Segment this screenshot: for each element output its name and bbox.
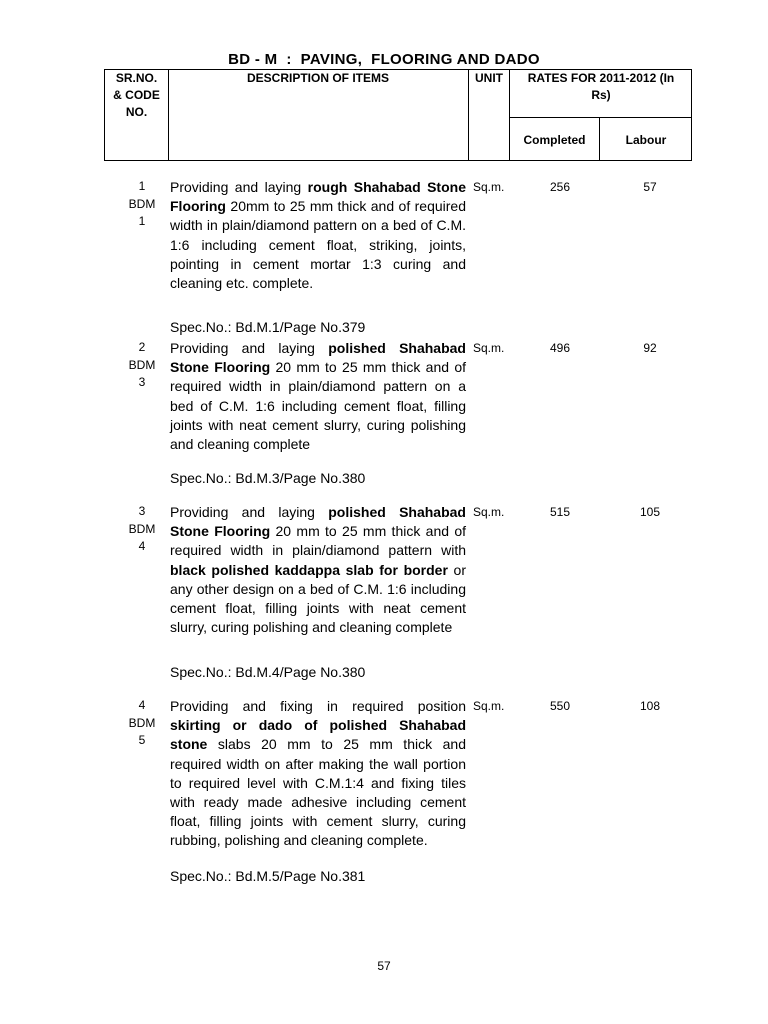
rate-labour: 105 (639, 505, 661, 519)
header-sr-code (105, 70, 168, 121)
item-unit: Sq.m. (473, 699, 505, 713)
rate-completed: 496 (549, 341, 571, 355)
description-bold-text: black polished kaddappa slab for border (170, 561, 448, 578)
item-code (104, 178, 180, 231)
description-bold-text: skirting or dado of polished Shahabad stone (170, 717, 466, 753)
table-header (104, 69, 692, 161)
item-code (104, 339, 180, 392)
item-number: 2 (138, 340, 146, 354)
header-rates-line: Rs) (591, 88, 611, 102)
description-text: Providing and fixing in required position (170, 698, 466, 714)
item-code-prefix: BDM (128, 715, 156, 730)
description-bold-text: polished Shahabad Stone Flooring (170, 340, 466, 376)
header-sr-line: NO. (125, 105, 148, 119)
rate-labour: 92 (643, 341, 657, 355)
header-completed: Completed (523, 133, 586, 147)
page-number: 57 (377, 959, 391, 973)
description-text: 20 mm to 25 mm thick and of required width in plain/diamond pattern with (170, 523, 467, 559)
description-text: or any other design on a bed of C.M. 1:6 including cement float, filling joints with neat cement slurry, curing polishing and cleaning complete (170, 561, 467, 636)
item-description (170, 339, 466, 454)
item-spec: Spec.No.: Bd.M.5/Page No.381 (170, 868, 366, 884)
page-title: BD - M : PAVING, FLOORING AND DADO (228, 51, 540, 68)
item-code-prefix: BDM (128, 521, 156, 536)
rate-labour: 108 (639, 699, 661, 713)
description-bold-text: rough Shahabad Stone Flooring (170, 179, 466, 215)
item-code-number: 4 (138, 539, 146, 553)
item-spec: Spec.No.: Bd.M.1/Page No.379 (170, 319, 366, 335)
item-spec: Spec.No.: Bd.M.3/Page No.380 (170, 470, 366, 486)
item-code (104, 503, 180, 556)
header-description: DESCRIPTION OF ITEMS (246, 71, 389, 85)
row-divider (509, 117, 691, 118)
rate-completed: 256 (549, 180, 571, 194)
item-number: 1 (138, 179, 146, 193)
item-unit: Sq.m. (473, 180, 505, 194)
header-labour: Labour (625, 133, 667, 147)
item-description (170, 697, 466, 851)
description-bold-text: polished Shahabad Stone Flooring (170, 504, 466, 540)
description-text: Providing and laying (170, 179, 308, 195)
item-description (170, 503, 466, 637)
item-code-number: 5 (138, 733, 146, 747)
header-rates (510, 70, 692, 104)
item-code-number: 1 (138, 214, 146, 228)
description-text: 20 mm to 25 mm thick and of required width in plain/diamond pattern on a bed of C.M. 1:6 including cement float, filling joints with neat cement slurry, curing polishing and cleaning complete (170, 359, 467, 453)
item-number: 4 (138, 698, 146, 712)
header-rates-line: RATES FOR 2011-2012 (In (527, 71, 675, 85)
description-text: Providing and laying (170, 340, 329, 356)
header-sr-line: SR.NO. (115, 71, 158, 85)
item-code (104, 697, 180, 750)
item-code-number: 3 (138, 375, 146, 389)
rate-completed: 550 (549, 699, 571, 713)
item-description (170, 178, 466, 293)
description-text: Providing and laying (170, 504, 329, 520)
item-number: 3 (138, 504, 146, 518)
header-unit: UNIT (475, 71, 503, 85)
rate-labour: 57 (643, 180, 657, 194)
rate-completed: 515 (549, 505, 571, 519)
header-sr-line: & CODE (113, 88, 160, 102)
item-unit: Sq.m. (473, 505, 505, 519)
item-unit: Sq.m. (473, 341, 505, 355)
item-code-prefix: BDM (128, 196, 156, 211)
item-code-prefix: BDM (128, 357, 156, 372)
description-text: slabs 20 mm to 25 mm thick and required width on after making the wall portion to required level with C.M.1:4 and fixing tiles with ready made adhesive including cement float, filling joints with cement slurry, curing rubbing, polishing and cleaning complete. (170, 736, 466, 849)
description-text: 20mm to 25 mm thick and of required width in plain/diamond pattern on a bed of C.M. 1:6 including cement float, striking, joints, pointing in cement mortar 1:3 curing and cleaning etc. complete. (170, 198, 466, 292)
item-spec: Spec.No.: Bd.M.4/Page No.380 (170, 664, 366, 680)
